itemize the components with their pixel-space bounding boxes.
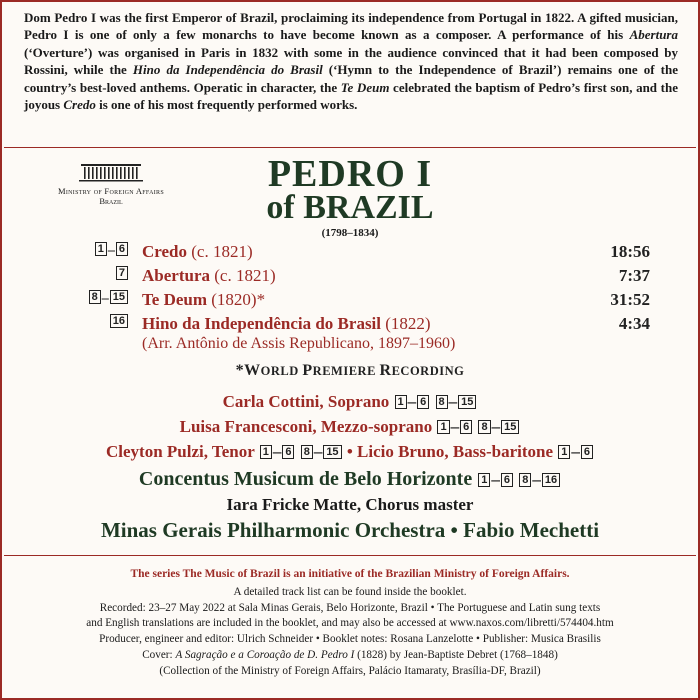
premiere-part: *W <box>235 362 261 379</box>
track-box: 6 <box>460 420 472 434</box>
track-dash: – <box>272 442 282 461</box>
credit-line: A detailed track list can be found inside the booklet. <box>233 586 467 598</box>
track-box: 7 <box>116 266 128 280</box>
intro-hino: Hino da Independência do Brasil <box>132 62 323 78</box>
track-name: Te Deum <box>142 290 208 309</box>
intro-text: (‘Overture’) was organised in Paris in 1832 with some in the audience convinced that it had been composed by Rossini, while the <box>24 44 678 78</box>
track-box: 1 <box>558 445 570 459</box>
choir <box>2 468 698 491</box>
performer-cleyton-licio <box>2 442 698 462</box>
track-box: 15 <box>501 420 519 434</box>
track-duration: 18:56 <box>610 242 650 261</box>
track-box: 6 <box>116 242 128 256</box>
track-detail: (c. 1821) <box>209 266 276 285</box>
credit-part: Cover: <box>142 648 176 661</box>
premiere-part: ECORDING <box>391 364 465 378</box>
track-box: 1 <box>478 473 490 487</box>
conductor-name: Fabio Mechetti <box>463 518 600 542</box>
performer-name: Carla Cottini, Soprano <box>222 392 390 411</box>
arrangement-note: (Arr. Antônio de Assis Republicano, 1897–1960) <box>142 335 456 352</box>
intro-text: celebrated the baptism of Pedro’s first son, and the joyous <box>24 79 678 113</box>
intro-text: is one of his most frequently performed works. <box>95 97 358 113</box>
track-detail: (1820)* <box>207 290 266 309</box>
logo-country: Brazil <box>99 196 123 206</box>
track-dash: – <box>571 442 580 461</box>
track-box: 6 <box>282 445 294 459</box>
track-dash: – <box>448 392 458 411</box>
track-row <box>2 290 698 312</box>
intro-paragraph <box>24 9 678 113</box>
bullet-separator: • <box>346 442 353 461</box>
track-box: 8 <box>89 290 101 304</box>
track-refs <box>436 417 520 436</box>
track-title <box>142 290 265 310</box>
composer-dates: (1798–1834) <box>321 227 379 239</box>
track-box: 1 <box>260 445 272 459</box>
track-numbers <box>109 314 129 331</box>
intro-abertura: Abertura <box>629 27 678 43</box>
credit-line <box>12 648 688 664</box>
track-row <box>2 242 698 264</box>
world-premiere-note <box>2 362 698 380</box>
track-box: 1 <box>395 395 407 409</box>
track-box: 1 <box>437 420 449 434</box>
chorus-master: Iara Fricke Matte, Chorus master <box>226 495 474 514</box>
intro-text: Dom Pedro I was the first Emperor of Brazil, proclaiming its independence from Portugal in 1822. A gifted musician, Pedro I is one of only a few monarchs to have become known as a composer. A performance of his <box>24 10 678 43</box>
credits-block <box>12 585 688 679</box>
intro-credo: Credo <box>63 97 96 113</box>
track-numbers <box>94 242 129 259</box>
divider-bottom <box>4 555 696 556</box>
track-box: 6 <box>581 445 593 459</box>
performer-name: Luisa Francesconi, Mezzo-soprano <box>179 417 433 436</box>
track-dash: – <box>450 417 460 436</box>
track-refs <box>394 392 478 411</box>
track-duration: 4:34 <box>618 314 650 333</box>
performer-name: Licio Bruno, Bass-baritone <box>357 442 554 461</box>
track-title <box>142 242 253 262</box>
series-note: The series The Music of Brazil is an initiative of the Brazilian Ministry of Foreign Affairs. <box>130 568 570 580</box>
track-name: Hino da Independência do Brasil <box>142 314 382 333</box>
performer-name: Cleyton Pulzi, Tenor <box>105 442 255 461</box>
track-box: 6 <box>501 473 513 487</box>
bullet-separator: • <box>450 518 458 542</box>
track-row <box>2 314 698 336</box>
track-dash: – <box>407 392 417 411</box>
track-box: 8 <box>301 445 313 459</box>
track-detail: (c. 1821) <box>187 242 253 261</box>
track-refs <box>557 442 594 461</box>
track-box: 8 <box>436 395 448 409</box>
performer-carla <box>2 392 698 412</box>
orchestra-conductor <box>2 518 698 543</box>
track-box: 15 <box>323 445 341 459</box>
track-title <box>142 266 276 286</box>
premiere-part: P <box>302 362 313 379</box>
track-box: 15 <box>458 395 476 409</box>
track-box: 16 <box>542 473 560 487</box>
intro-text: (‘Hymn to the Independence of Brazil’) remains one of the country’s best-loved anthems. Operatic in character, the <box>24 62 678 95</box>
credit-line: (Collection of the Ministry of Foreign Affairs, Palácio Itamaraty, Brasília-DF, Brazil) <box>159 664 541 677</box>
cover-artwork-title: A Sagração e a Coroação de D. Pedro I <box>175 648 355 661</box>
track-refs <box>477 470 561 489</box>
logo-ministry-name: Ministry of Foreign Affairs <box>58 186 164 196</box>
track-refs <box>259 442 343 461</box>
credit-line: Producer, engineer and editor: Ulrich Schneider • Booklet notes: Rosana Lanzelotte • Publisher: Musica Brasilis <box>99 633 601 646</box>
track-box: 6 <box>417 395 429 409</box>
track-detail: (1822) <box>381 314 431 333</box>
orchestra-name: Minas Gerais Philharmonic Orchestra <box>100 518 446 542</box>
track-title <box>142 314 431 334</box>
premiere-part: REMIERE <box>312 364 380 378</box>
track-numbers <box>88 290 129 307</box>
track-box: 1 <box>95 242 107 256</box>
track-name: Abertura <box>142 266 210 285</box>
track-name: Credo <box>142 242 188 261</box>
track-duration: 7:37 <box>618 266 650 285</box>
track-row <box>2 266 698 288</box>
track-dash: – <box>532 470 541 489</box>
performer-luisa <box>2 417 698 437</box>
credit-line: and English translations are included in the booklet, and may also be accessed at www.naxos.com/libretti/574404.htm <box>86 617 614 630</box>
track-box: 15 <box>110 290 128 304</box>
track-box: 8 <box>519 473 531 487</box>
track-box: 16 <box>110 314 128 328</box>
track-dash: – <box>101 291 109 306</box>
premiere-part: ORLD <box>260 364 303 378</box>
divider-top <box>4 147 696 148</box>
choir-name: Concentus Musicum de Belo Horizonte <box>138 468 473 490</box>
credit-line: Recorded: 23–27 May 2022 at Sala Minas Gerais, Belo Horizonte, Brazil • The Portuguese and Latin sung texts <box>99 601 601 614</box>
track-duration: 31:52 <box>610 290 650 309</box>
composer-title: PEDRO I <box>267 153 433 195</box>
track-box: 8 <box>478 420 490 434</box>
track-dash: – <box>491 470 500 489</box>
track-dash: – <box>107 243 115 258</box>
track-numbers <box>115 266 129 283</box>
composer-subtitle: of BRAZIL <box>266 189 434 226</box>
track-dash: – <box>313 442 323 461</box>
premiere-part: R <box>379 362 392 379</box>
intro-tedeum: Te Deum <box>340 79 390 95</box>
credit-part: (1828) by Jean-Baptiste Debret (1768–1848) <box>354 648 558 661</box>
track-dash: – <box>491 417 501 436</box>
